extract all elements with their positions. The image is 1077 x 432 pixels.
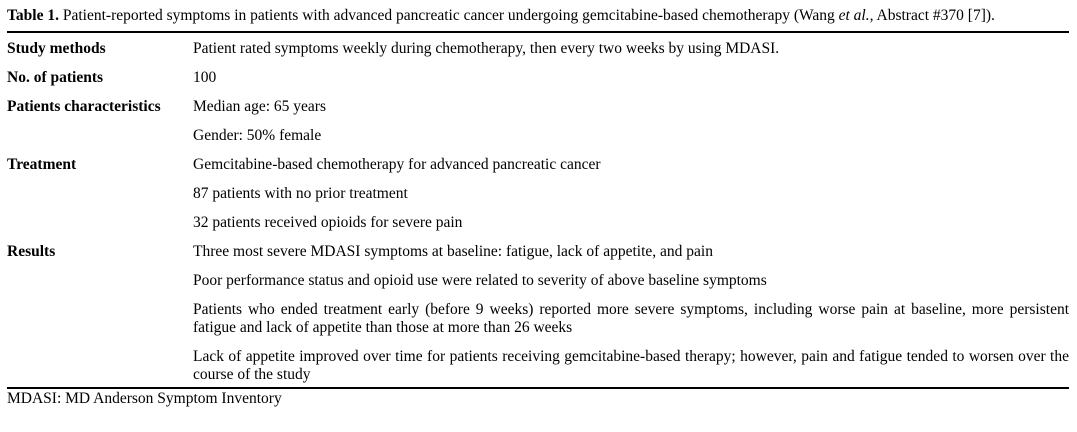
table-caption-label: Table 1. <box>7 7 59 24</box>
row-label: Treatment <box>7 156 77 173</box>
table-row <box>7 40 1069 58</box>
table-caption <box>7 7 1069 25</box>
row-value: Poor performance status and opioid use were related to severity of above baseline symptoms <box>193 272 767 289</box>
table-row <box>7 301 1069 337</box>
row-value: Lack of appetite improved over time for patients receiving gemcitabine-based therapy; however, pain and fatigue tended to worsen over the course of the study <box>193 348 1069 383</box>
row-value: Median age: 65 years <box>193 98 326 115</box>
table-figure <box>7 0 1069 408</box>
row-value: 87 patients with no prior treatment <box>193 185 408 202</box>
table-body <box>7 40 1069 384</box>
table-bottom-rule <box>7 387 1069 389</box>
table-row <box>7 272 1069 290</box>
row-value: Gender: 50% female <box>193 127 322 144</box>
table-row <box>7 127 1069 145</box>
table-row <box>7 348 1069 384</box>
row-value: 32 patients received opioids for severe pain <box>193 214 463 231</box>
table-row <box>7 98 1069 116</box>
row-value: Three most severe MDASI symptoms at baseline: fatigue, lack of appetite, and pain <box>193 243 713 260</box>
row-label: Study methods <box>7 40 106 57</box>
row-label: No. of patients <box>7 69 104 86</box>
table-caption-text: Patient-reported symptoms in patients with advanced pancreatic cancer undergoing gemcitabine-based chemotherapy (Wang <box>58 7 839 24</box>
row-label: Patients characteristics <box>7 98 161 115</box>
table-footnote: MDASI: MD Anderson Symptom Inventory <box>7 390 282 407</box>
table-top-rule <box>7 31 1069 33</box>
row-value: Patient rated symptoms weekly during chemotherapy, then every two weeks by using MDASI. <box>193 40 780 57</box>
table-caption-italic: et al., <box>838 7 874 24</box>
table-row <box>7 69 1069 87</box>
row-value: 100 <box>193 69 217 86</box>
table-row <box>7 185 1069 203</box>
table-row <box>7 156 1069 174</box>
table-caption-text-end: Abstract #370 [7]). <box>873 7 995 24</box>
table-row <box>7 214 1069 232</box>
table-row <box>7 243 1069 261</box>
row-value: Patients who ended treatment early (before 9 weeks) reported more severe symptoms, including worse pain at baseline, more persistent fatigue and lack of appetite than those at more than 26 weeks <box>193 301 1069 336</box>
row-value: Gemcitabine-based chemotherapy for advanced pancreatic cancer <box>193 156 601 173</box>
row-label: Results <box>7 243 56 260</box>
